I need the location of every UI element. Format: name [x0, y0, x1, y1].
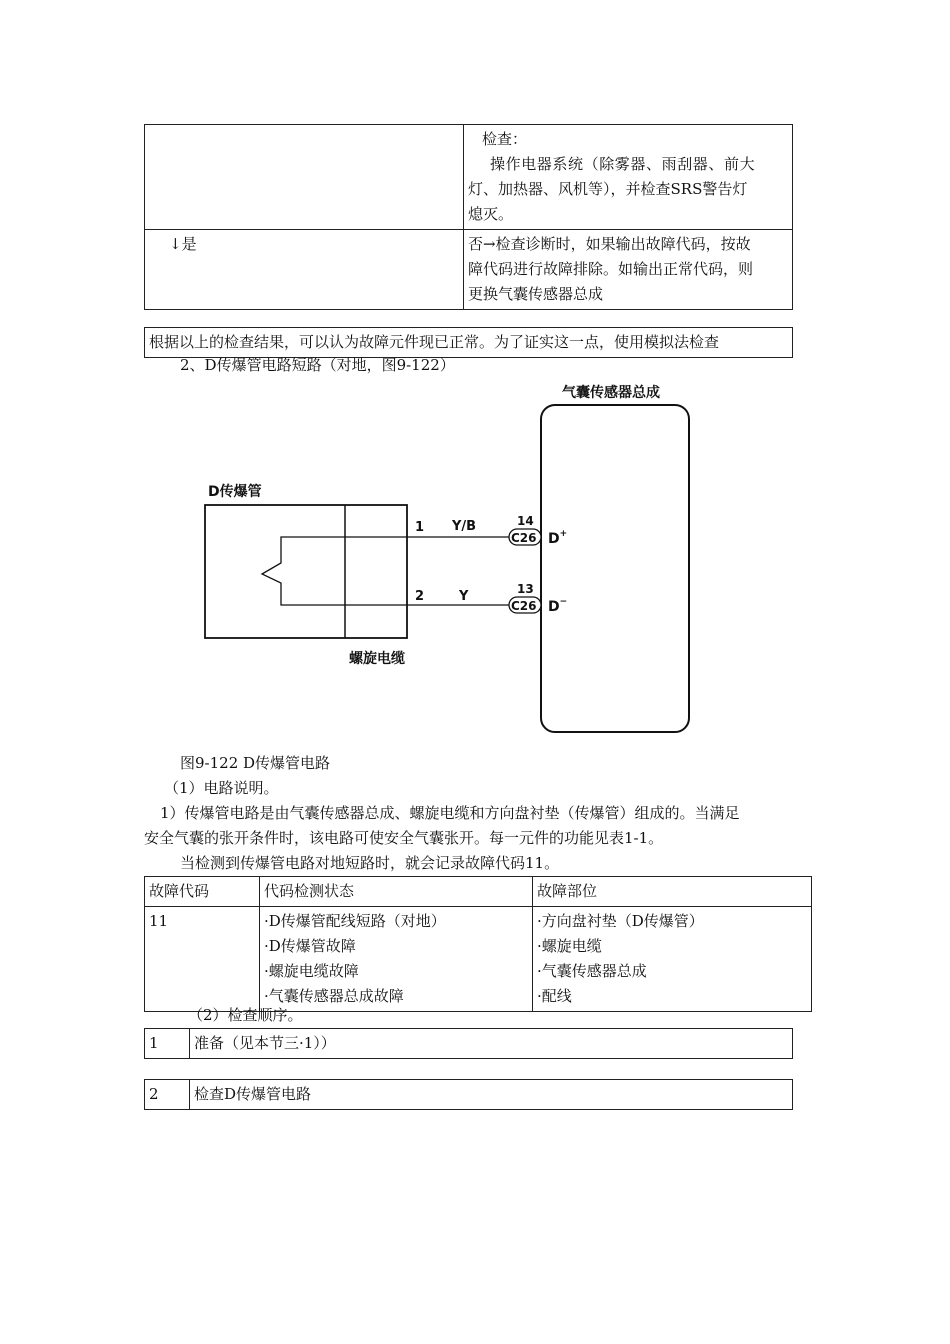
dtc-header-area: 故障部位 — [533, 877, 812, 907]
squib-label: D传爆管 — [208, 484, 262, 500]
dtc-conditions — [260, 907, 533, 1012]
dtc-table — [144, 876, 812, 1012]
sensor-assembly-label: 气囊传感器总成 — [562, 385, 660, 401]
connector-2-id: C26 — [511, 599, 537, 613]
section-heading: 2、D传爆管电路短路（对地，图9-122） — [180, 356, 455, 374]
dtc-area-item: ·配线 — [537, 987, 572, 1005]
wire-1-color: Y/B — [452, 519, 477, 534]
wire-2-pin: 2 — [415, 589, 425, 604]
check-line: 障代码进行故障排除。如输出正常代码，则 — [468, 260, 754, 278]
sensor-assembly-box — [541, 405, 689, 732]
terminal-d-plus-letter: D — [548, 531, 560, 547]
check-line: 否→检查诊断时，如果输出故障代码，按故 — [468, 235, 751, 253]
wire-2-color: Y — [459, 589, 469, 604]
dtc-intro: 当检测到传爆管电路对地短路时，就会记录故障代码11。 — [180, 854, 560, 872]
sequence-heading: （2）检查顺序。 — [188, 1006, 303, 1024]
check-line: 熄灭。 — [468, 205, 514, 223]
connector-2-pin: 13 — [517, 582, 534, 596]
dtc-area-item: ·螺旋电缆 — [537, 937, 602, 955]
step-2-number: 2 — [145, 1080, 190, 1110]
step-2-box — [144, 1079, 793, 1110]
dtc-condition-item: ·D传爆管配线短路（对地） — [264, 912, 446, 930]
circuit-para-line-1: 1）传爆管电路是由气囊传感器总成、螺旋电缆和方向盘衬垫（传爆管）组成的。当满足 — [160, 804, 740, 822]
check-line: 更换气囊传感器总成 — [468, 285, 604, 303]
check-table-row1-right — [464, 125, 793, 230]
terminal-d-plus — [548, 529, 567, 547]
step-1-number: 1 — [145, 1029, 190, 1059]
circuit-heading: （1）电路说明。 — [164, 779, 279, 797]
spiral-cable-label: 螺旋电缆 — [349, 651, 405, 667]
check-line: 灯、加热器、风机等），并检查SRS警告灯 — [468, 180, 748, 198]
dtc-condition-item: ·气囊传感器总成故障 — [264, 987, 404, 1005]
result-box-text: 根据以上的检查结果，可以认为故障元件现已正常。为了证实这一点，使用模拟法检查 — [145, 328, 793, 358]
terminal-d-minus-sign: − — [559, 597, 568, 607]
terminal-d-minus — [548, 597, 567, 615]
connector-1-pin: 14 — [517, 514, 534, 528]
step-2-text: 检查D传爆管电路 — [190, 1080, 793, 1110]
step-1-box — [144, 1028, 793, 1059]
squib-circuit-diagram — [0, 375, 950, 740]
figure-caption: 图9-122 D传爆管电路 — [180, 754, 331, 772]
dtc-condition-item: ·D传爆管故障 — [264, 937, 356, 955]
squib-box — [205, 505, 407, 638]
dtc-area-item: ·气囊传感器总成 — [537, 962, 647, 980]
squib-element — [262, 537, 345, 605]
check-line: 检查： — [482, 130, 528, 148]
circuit-para-line-2: 安全气囊的张开条件时，该电路可使安全气囊张开。每一元件的功能见表1-1。 — [144, 829, 664, 847]
dtc-condition-item: ·螺旋电缆故障 — [264, 962, 359, 980]
step-1-text: 准备（见本节三·1）） — [190, 1029, 793, 1059]
check-table-row1-left — [145, 125, 464, 230]
dtc-area-item: ·方向盘衬垫（D传爆管） — [537, 912, 704, 930]
dtc-header-code: 故障代码 — [145, 877, 260, 907]
terminal-d-plus-sign: + — [559, 529, 568, 539]
wire-1-pin: 1 — [415, 520, 425, 535]
dtc-areas — [533, 907, 812, 1012]
check-line: 操作电器系统（除雾器、雨刮器、前大 — [490, 155, 756, 173]
connector-1-id: C26 — [511, 531, 537, 545]
dtc-code: 11 — [145, 907, 260, 1012]
check-table-row2-left: ↓是 — [145, 230, 464, 310]
terminal-d-minus-letter: D — [548, 599, 560, 615]
check-table-row2-right — [464, 230, 793, 310]
dtc-header-condition: 代码检测状态 — [260, 877, 533, 907]
check-table — [144, 124, 793, 310]
